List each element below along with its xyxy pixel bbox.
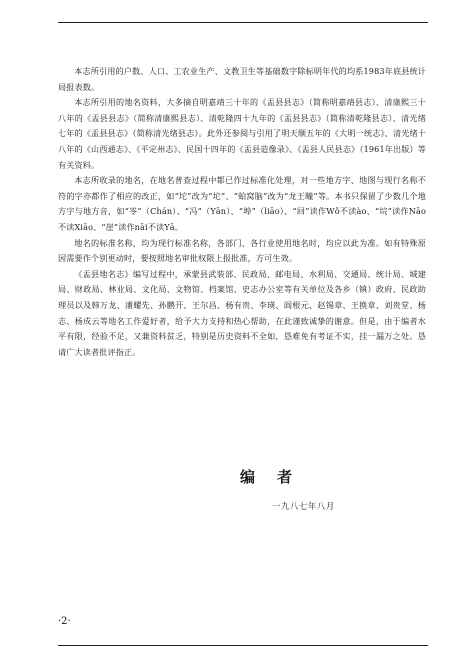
page-number: ·2· — [58, 616, 71, 627]
paragraph-standard-names-note: 地名的标准名称，均为现行标准名称，各部门、各行业使用地名时，均应以此为准。如有特殊原因需要作个别更动时，要按照地名审批权限上报批准，方可生效。 — [58, 237, 426, 264]
paragraph-acknowledgements: 《盂县地名志》编写过程中，承蒙县武装部、民政局、邮电局、水利局、交通局、统计局、城建局、财政局、林业局、文化局、文物馆、档案馆、史志办公室等有关单位及各乡（镇）政府、民政助理员以及韩万龙、潘耀先、孙鹏开、王尔昌、杨有贵、李瑛、阎根元、赵锡章、王换章、刘贵堂、杨志、杨成云等地名工作爱好者，给予大力支持和热心帮助，在此谨致诚挚的谢意。但是，由于编者水平有限，经验不足，又兼资料贫乏，特别是历史资料不全如，恳难免有考证不实，挂一漏万之处。恳请广大读者批评指正。 — [58, 268, 426, 357]
paragraph-sources-note: 本志所引用的地名资料，大多摘自明嘉靖三十年的《盂县县志》（简称明嘉靖县志）、清康熙三十八年的《盂县县志》（简称清康熙县志）、清乾隆四十九年的《盂县县志》（简称清乾隆县志）、清光绪七年的《盂县县志》（简称清光绪县志）。此外还参阅与引用了明天顺五年的《大明一统志》、清光绪十八年的《山西通志》、《平定州志》、民国十四年的《盂县造像录》、《盂县人民县志》（1961年出版）等有关资料。 — [58, 97, 426, 170]
top-rule — [58, 22, 428, 23]
preface-date: 一九八七年八月 — [272, 501, 335, 511]
paragraph-standardization-note: 本志所收录的地名，在地名普查过程中都已作过标准化处理，对一些地方字、地图与现行名称不符的字亦都作了相应的改正，如“坨”改为“坨”、“蛤窝脑”改为“龙王疃”等。本书只保留了少数几个地方字与地方音，如“岺”（Chán）、“冯”（Yān）、“埠”（liāo）、“回”读作Wǒ不读ào、“垸”读作Nāo不读Xiāo、“崖”读作nāi不读Yā。 — [58, 175, 426, 232]
preface-body — [58, 64, 426, 360]
paragraph-statistics-note: 本志所引用的户数、人口、工农业生产、文教卫生等基础数字除标明年代的均系1983年底县统计局报表数。 — [58, 66, 426, 92]
bottom-rule — [58, 645, 428, 646]
editor-signature: 编者 — [240, 468, 315, 486]
